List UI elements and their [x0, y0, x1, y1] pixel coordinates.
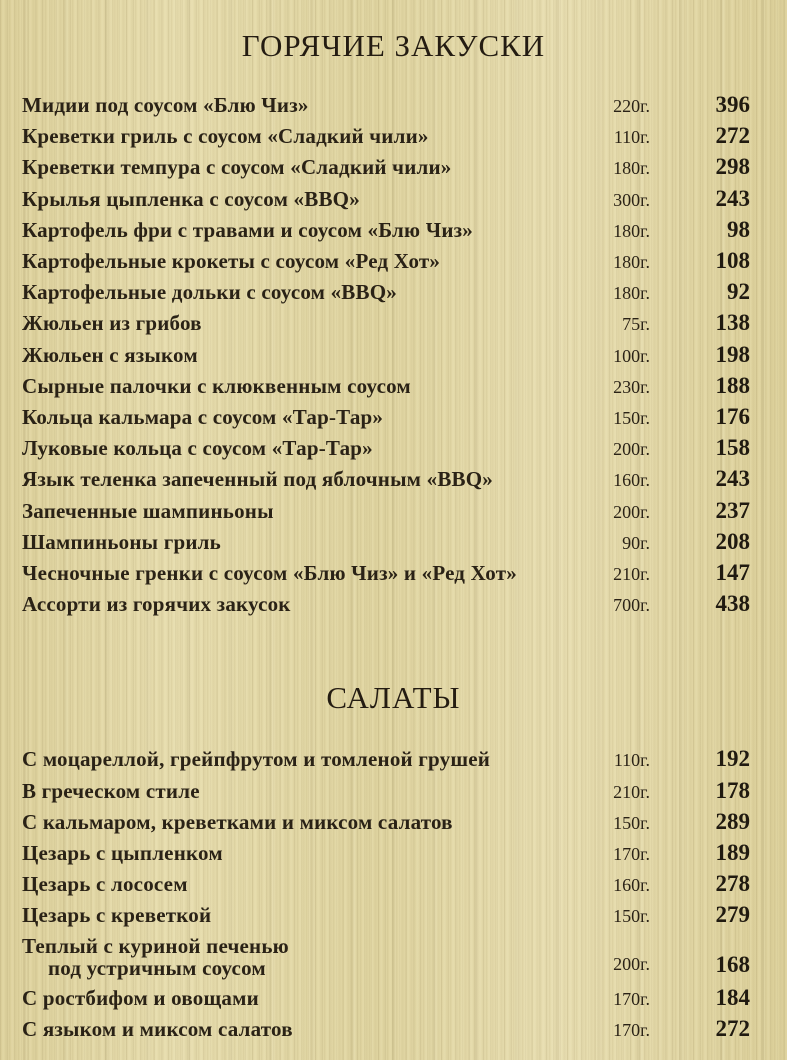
item-name: С ростбифом и овощами — [22, 985, 259, 1010]
item-name: Креветки гриль с соусом «Сладкий чили» — [22, 124, 429, 149]
item-name: С кальмаром, креветками и миксом салатов — [22, 809, 453, 834]
item-name: С языком и миксом салатов — [22, 1016, 293, 1041]
item-weight: 170г. — [613, 844, 650, 865]
item-name-line2: под устричным соусом — [48, 956, 266, 981]
section-title: ГОРЯЧИЕ ЗАКУСКИ — [241, 28, 546, 63]
item-name: Картофель фри с травами и соусом «Блю Чиз» — [22, 217, 473, 242]
menu-item-list — [0, 90, 787, 620]
item-name: Кольца кальмара с соусом «Тар-Тар» — [22, 405, 384, 430]
menu-item-row — [0, 121, 787, 152]
menu-item-row — [0, 838, 787, 869]
item-price: 158 — [715, 435, 750, 461]
item-name: Чесночные гренки с соусом «Блю Чиз» и «Ред Хот» — [22, 561, 517, 586]
item-name: Крылья цыпленка с соусом «BBQ» — [22, 186, 360, 211]
item-weight: 230г. — [613, 376, 650, 397]
menu-item-row — [0, 807, 787, 838]
menu-item-row — [0, 184, 787, 215]
menu-item-row — [0, 589, 787, 620]
section-title: САЛАТЫ — [326, 680, 461, 716]
item-name: Цезарь с лососем — [22, 872, 188, 897]
item-weight: 150г. — [613, 812, 650, 833]
item-weight: 110г. — [613, 750, 650, 771]
menu-item-row — [0, 277, 787, 308]
item-price: 243 — [715, 466, 750, 492]
item-price: 438 — [715, 591, 750, 617]
item-price: 147 — [715, 560, 750, 586]
item-weight: 180г. — [613, 283, 650, 304]
item-weight: 90г. — [622, 532, 650, 553]
item-price: 138 — [715, 310, 750, 336]
menu-item-row — [0, 869, 787, 900]
menu-item-row — [0, 983, 787, 1014]
item-price: 98 — [727, 216, 750, 242]
menu-section-salads — [0, 678, 787, 1045]
item-weight: 200г. — [613, 501, 650, 522]
item-price: 243 — [715, 185, 750, 211]
menu-item-row — [0, 340, 787, 371]
item-weight: 180г. — [613, 252, 650, 273]
item-price: 198 — [715, 341, 750, 367]
item-price: 192 — [715, 746, 750, 772]
item-price: 188 — [715, 372, 750, 398]
item-weight: 160г. — [613, 470, 650, 491]
item-price: 272 — [715, 1015, 750, 1041]
menu-item-row — [0, 90, 787, 121]
menu-item-row — [0, 152, 787, 183]
item-name: Цезарь с креветкой — [22, 903, 212, 928]
item-weight: 170г. — [613, 1019, 650, 1040]
item-price: 92 — [727, 279, 750, 305]
item-price: 178 — [715, 777, 750, 803]
item-name: Сырные палочки с клюквенным соусом — [22, 373, 411, 398]
menu-item-row — [0, 932, 787, 983]
item-name — [22, 935, 575, 980]
menu-item-row — [0, 1014, 787, 1045]
item-weight: 300г. — [613, 189, 650, 210]
item-weight: 700г. — [613, 595, 650, 616]
item-price: 237 — [715, 497, 750, 523]
item-name: Шампиньоны гриль — [22, 529, 221, 554]
menu-item-row — [0, 433, 787, 464]
item-price: 184 — [715, 984, 750, 1010]
item-name: В греческом стиле — [22, 778, 200, 803]
item-name: Жюльен из грибов — [22, 311, 202, 336]
menu-item-row — [0, 308, 787, 339]
item-weight: 100г. — [613, 345, 650, 366]
item-price: 108 — [715, 248, 750, 274]
item-weight: 160г. — [613, 875, 650, 896]
item-price: 289 — [715, 808, 750, 834]
item-weight: 200г. — [613, 439, 650, 460]
item-price: 176 — [715, 404, 750, 430]
item-price: 189 — [715, 840, 750, 866]
menu-item-row — [0, 558, 787, 589]
menu-item-row — [0, 776, 787, 807]
item-name: Креветки темпура с соусом «Сладкий чили» — [22, 155, 452, 180]
item-name: Язык теленка запеченный под яблочным «BBQ» — [22, 467, 493, 492]
item-name: Картофельные крокеты с соусом «Ред Хот» — [22, 249, 441, 274]
item-name: Мидии под соусом «Блю Чиз» — [22, 93, 309, 117]
item-name: Ассорти из горячих закусок — [22, 592, 291, 617]
menu-item-row — [0, 900, 787, 931]
menu-item-list — [0, 744, 787, 1045]
menu-item-row — [0, 246, 787, 277]
menu-item-row — [0, 402, 787, 433]
item-weight: 200г. — [613, 954, 650, 975]
item-weight: 210г. — [613, 781, 650, 802]
item-price: 298 — [715, 154, 750, 180]
item-name: С моцареллой, грейпфрутом и томленой грушей — [22, 747, 491, 772]
item-weight: 110г. — [613, 127, 650, 148]
item-weight: 150г. — [613, 408, 650, 429]
menu-item-row — [0, 371, 787, 402]
item-weight: 180г. — [613, 220, 650, 241]
item-price: 279 — [715, 902, 750, 928]
menu-item-row — [0, 464, 787, 495]
menu-item-row — [0, 744, 787, 775]
item-weight: 75г. — [622, 314, 650, 335]
menu-item-row — [0, 215, 787, 246]
item-weight: 150г. — [613, 906, 650, 927]
menu-item-row — [0, 496, 787, 527]
item-name: Картофельные дольки с соусом «BBQ» — [22, 280, 397, 305]
item-price: 168 — [715, 952, 750, 978]
menu-item-row — [0, 527, 787, 558]
item-weight: 220г. — [613, 96, 650, 116]
item-price: 208 — [715, 528, 750, 554]
item-price: 278 — [715, 871, 750, 897]
item-name: Запеченные шампиньоны — [22, 498, 274, 523]
item-weight: 170г. — [613, 988, 650, 1009]
item-weight: 180г. — [613, 158, 650, 179]
item-name-line1: Теплый с куриной печенью — [22, 933, 289, 958]
item-price: 272 — [715, 123, 750, 149]
item-price: 396 — [715, 92, 750, 117]
item-name: Цезарь с цыпленком — [22, 841, 223, 866]
item-name: Луковые кольца с соусом «Тар-Тар» — [22, 436, 373, 461]
item-weight: 210г. — [613, 564, 650, 585]
item-name: Жюльен с языком — [22, 342, 198, 367]
